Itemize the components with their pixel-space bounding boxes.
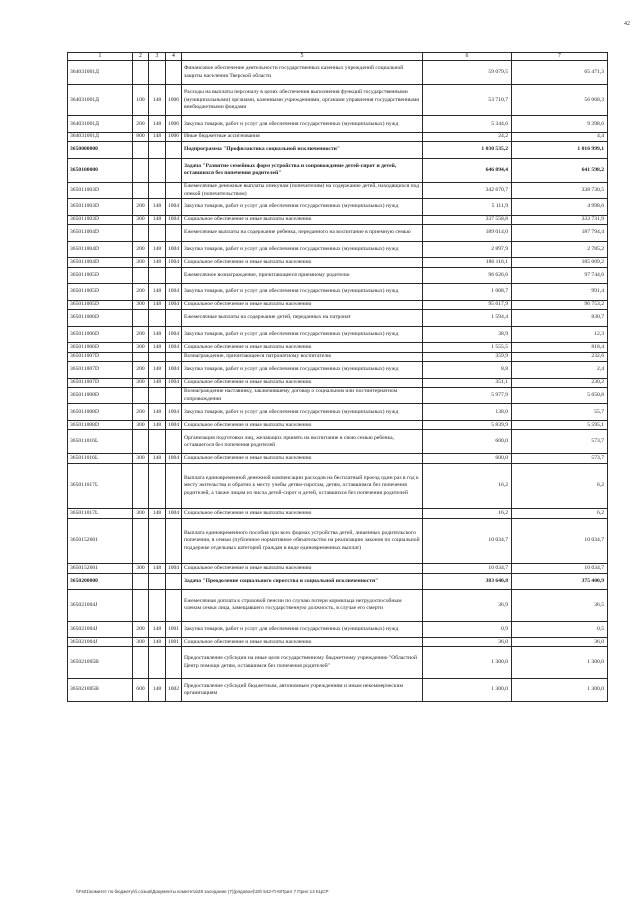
section-code-cell — [166, 158, 182, 182]
admin-code-cell: 148 — [149, 241, 166, 258]
section-code-cell — [166, 142, 182, 159]
amount-year1-cell: 342 670,7 — [423, 182, 512, 199]
code-cell: 365011017L — [68, 509, 133, 518]
expense-type-cell — [133, 352, 149, 361]
admin-code-cell: 148 — [149, 509, 166, 518]
expense-type-cell: 300 — [133, 638, 149, 647]
amount-year2-cell: 187 794,4 — [512, 225, 608, 242]
expense-type-cell: 300 — [133, 378, 149, 387]
section-code-cell: 1004 — [166, 258, 182, 267]
admin-code-cell: 148 — [149, 621, 166, 638]
section-code-cell: 1004 — [166, 564, 182, 573]
expense-type-cell — [133, 61, 149, 85]
description-cell: Социальное обеспечение и иные выплаты населению — [182, 300, 423, 309]
page-number: 42 — [624, 21, 630, 27]
section-code-cell: 1006 — [166, 132, 182, 141]
table-row — [68, 258, 608, 267]
code-cell: 3650200000 — [68, 573, 133, 590]
amount-year1-cell: 36,0 — [423, 638, 512, 647]
expense-type-cell: 300 — [133, 509, 149, 518]
amount-year2-cell: 1 300,0 — [512, 647, 608, 678]
admin-code-cell: 148 — [149, 404, 166, 421]
amount-year2-cell: 12,3 — [512, 326, 608, 343]
section-code-cell: 1001 — [166, 621, 182, 638]
expense-type-cell — [133, 573, 149, 590]
amount-year1-cell: 646 894,4 — [423, 158, 512, 182]
admin-code-cell — [149, 142, 166, 159]
amount-year2-cell: 6,2 — [512, 463, 608, 509]
admin-code-cell: 148 — [149, 343, 166, 352]
amount-year1-cell: 359,9 — [423, 352, 512, 361]
code-cell: 3650152601 — [68, 518, 133, 564]
expense-type-cell — [133, 463, 149, 509]
code-cell: 3650152601 — [68, 564, 133, 573]
section-code-cell — [166, 573, 182, 590]
section-code-cell: 1004 — [166, 404, 182, 421]
admin-code-cell — [149, 387, 166, 404]
table-row — [68, 590, 608, 621]
code-cell: 365011006D — [68, 326, 133, 343]
amount-year2-cell: 36,5 — [512, 590, 608, 621]
section-code-cell: 1004 — [166, 343, 182, 352]
description-cell: Ежемесячная доплата к страховой пенсии по случаю потери кормильца нетрудоспособным членам семьи лица, замещавшего государственную должность, в случае его смерти — [182, 590, 423, 621]
expense-type-cell: 100 — [133, 85, 149, 116]
expense-type-cell: 300 — [133, 300, 149, 309]
amount-year1-cell: 1 008,7 — [423, 284, 512, 301]
table-row — [68, 61, 608, 85]
amount-year2-cell: 6,2 — [512, 509, 608, 518]
table-row — [68, 638, 608, 647]
section-code-cell: 1006 — [166, 85, 182, 116]
section-code-cell: 1004 — [166, 421, 182, 430]
amount-year2-cell: 2 785,2 — [512, 241, 608, 258]
header-col-5: 5 — [182, 53, 423, 61]
table-row — [68, 326, 608, 343]
amount-year2-cell: 230,2 — [512, 378, 608, 387]
table-row — [68, 300, 608, 309]
description-cell: Задача "Развитие семейных форм устройства и сопровождение детей-сирот и детей, оставшихся без попечения родителей" — [182, 158, 423, 182]
code-cell: 3650000000 — [68, 142, 133, 159]
code-cell: 365011008D — [68, 421, 133, 430]
amount-year2-cell: 9 398,6 — [512, 116, 608, 133]
description-cell: Социальное обеспечение и иные выплаты населению — [182, 258, 423, 267]
code-cell: 365011003D — [68, 199, 133, 216]
admin-code-cell: 148 — [149, 85, 166, 116]
table-row — [68, 142, 608, 159]
amount-year2-cell: 375 400,9 — [512, 573, 608, 590]
amount-year2-cell: 641 598,2 — [512, 158, 608, 182]
description-cell: Социальное обеспечение и иные выплаты населению — [182, 378, 423, 387]
section-code-cell: 1004 — [166, 215, 182, 224]
code-cell: 365011003D — [68, 182, 133, 199]
section-code-cell — [166, 387, 182, 404]
description-cell: Ежемесячное вознаграждение, причитающееся приемному родителю — [182, 267, 423, 284]
admin-code-cell — [149, 225, 166, 242]
description-cell: Закупка товаров, работ и услуг для обеспечения государственных (муниципальных) нужд — [182, 199, 423, 216]
section-code-cell — [166, 352, 182, 361]
amount-year2-cell: 5 595,1 — [512, 421, 608, 430]
table-row — [68, 215, 608, 224]
admin-code-cell: 148 — [149, 421, 166, 430]
code-cell: 365011004D — [68, 241, 133, 258]
amount-year2-cell: 10 034,7 — [512, 518, 608, 564]
admin-code-cell — [149, 158, 166, 182]
admin-code-cell — [149, 463, 166, 509]
code-cell: 365011006D — [68, 310, 133, 327]
expense-type-cell — [133, 430, 149, 454]
admin-code-cell: 148 — [149, 300, 166, 309]
description-cell: Социальное обеспечение и иные выплаты населению — [182, 343, 423, 352]
admin-code-cell: 148 — [149, 454, 166, 463]
amount-year2-cell: 333 731,9 — [512, 215, 608, 224]
code-cell: 365011006D — [68, 343, 133, 352]
admin-code-cell: 148 — [149, 258, 166, 267]
admin-code-cell: 148 — [149, 132, 166, 141]
code-cell: 365011004D — [68, 258, 133, 267]
code-cell: 364031001Д — [68, 85, 133, 116]
section-code-cell — [166, 463, 182, 509]
expense-type-cell: 200 — [133, 361, 149, 378]
code-cell: 365021005B — [68, 678, 133, 702]
section-code-cell: 1001 — [166, 638, 182, 647]
amount-year1-cell: 96 626,6 — [423, 267, 512, 284]
amount-year1-cell: 351,1 — [423, 378, 512, 387]
table-row — [68, 621, 608, 638]
table-row — [68, 310, 608, 327]
amount-year2-cell: 4 998,6 — [512, 199, 608, 216]
amount-year2-cell: 991,4 — [512, 284, 608, 301]
amount-year2-cell: 36,0 — [512, 638, 608, 647]
amount-year1-cell: 24,2 — [423, 132, 512, 141]
table-row — [68, 678, 608, 702]
description-cell: Вознаграждение, причитающееся патронатному воспитателю — [182, 352, 423, 361]
description-cell: Расходы на выплаты персоналу в целях обеспечения выполнения функций государственными (муниципальными) органами, казенными учреждениями, органами управления государственными внебюджетными фондами — [182, 85, 423, 116]
section-code-cell — [166, 267, 182, 284]
section-code-cell — [166, 647, 182, 678]
code-cell: 365021005B — [68, 647, 133, 678]
description-cell: Финансовое обеспечение деятельности государственных казенных учреждений социальной защиты населения Тверской области — [182, 61, 423, 85]
amount-year1-cell: 5 344,6 — [423, 116, 512, 133]
description-cell: Закупка товаров, работ и услуг для обеспечения государственных (муниципальных) нужд — [182, 116, 423, 133]
amount-year1-cell: 36,9 — [423, 590, 512, 621]
description-cell: Социальное обеспечение и иные выплаты населению — [182, 421, 423, 430]
expense-type-cell — [133, 182, 149, 199]
amount-year1-cell: 59 079,5 — [423, 61, 512, 85]
table-row — [68, 430, 608, 454]
description-cell: Закупка товаров, работ и услуг для обеспечения государственных (муниципальных) нужд — [182, 326, 423, 343]
amount-year1-cell: 16,2 — [423, 463, 512, 509]
amount-year1-cell: 337 558,8 — [423, 215, 512, 224]
description-cell: Закупка товаров, работ и услуг для обеспечения государственных (муниципальных) нужд — [182, 284, 423, 301]
amount-year1-cell: 95 617,9 — [423, 300, 512, 309]
amount-year2-cell: 4,4 — [512, 132, 608, 141]
admin-code-cell — [149, 310, 166, 327]
admin-code-cell: 148 — [149, 378, 166, 387]
description-cell: Социальное обеспечение и иные выплаты населению — [182, 638, 423, 647]
section-code-cell: 1004 — [166, 378, 182, 387]
code-cell: 365011016L — [68, 430, 133, 454]
expense-type-cell — [133, 142, 149, 159]
code-cell: 365011007D — [68, 352, 133, 361]
header-col-1: 1 — [68, 53, 133, 61]
description-cell: Социальное обеспечение и иные выплаты населению — [182, 454, 423, 463]
amount-year2-cell: 232,6 — [512, 352, 608, 361]
header-col-2: 2 — [133, 53, 149, 61]
expense-type-cell: 800 — [133, 132, 149, 141]
description-cell: Социальное обеспечение и иные выплаты населению — [182, 564, 423, 573]
table-row — [68, 182, 608, 199]
amount-year1-cell: 53 710,7 — [423, 85, 512, 116]
admin-code-cell — [149, 267, 166, 284]
table-row — [68, 343, 608, 352]
code-cell: 3650100000 — [68, 158, 133, 182]
amount-year1-cell: 8,8 — [423, 361, 512, 378]
table-row — [68, 361, 608, 378]
code-cell: 365021004J — [68, 638, 133, 647]
description-cell: Подпрограмма "Профилактика социальной исключенности" — [182, 142, 423, 159]
code-cell: 365011016L — [68, 454, 133, 463]
expense-type-cell: 300 — [133, 343, 149, 352]
expense-type-cell: 300 — [133, 215, 149, 224]
amount-year2-cell: 573,7 — [512, 454, 608, 463]
admin-code-cell — [149, 590, 166, 621]
section-code-cell: 1006 — [166, 116, 182, 133]
description-cell: Предоставление субсидии на иные цели государственному бюджетному учреждению "Областной Центр помощи детям, оставшимся без попечения родителей" — [182, 647, 423, 678]
description-cell: Социальное обеспечение и иные выплаты населению — [182, 215, 423, 224]
description-cell: Закупка товаров, работ и услуг для обеспечения государственных (муниципальных) нужд — [182, 241, 423, 258]
amount-year2-cell: 96 753,2 — [512, 300, 608, 309]
admin-code-cell: 148 — [149, 284, 166, 301]
table-row — [68, 85, 608, 116]
description-cell: Закупка товаров, работ и услуг для обеспечения государственных (муниципальных) нужд — [182, 621, 423, 638]
description-cell: Организация подготовки лиц, желающих принять на воспитание в свою семью ребенка, оставшегося без попечения родителей — [182, 430, 423, 454]
expense-type-cell — [133, 590, 149, 621]
table-row — [68, 404, 608, 421]
code-cell: 365011005D — [68, 300, 133, 309]
expense-type-cell — [133, 387, 149, 404]
section-code-cell: 1004 — [166, 241, 182, 258]
admin-code-cell — [149, 573, 166, 590]
table-row — [68, 225, 608, 242]
expense-type-cell — [133, 310, 149, 327]
amount-year1-cell: 1 300,0 — [423, 647, 512, 678]
amount-year1-cell: 138,0 — [423, 404, 512, 421]
footer-file-path: \\Fs01\комитет по бюджету\б.созыв\Документы комитета\28 заседание (7)(рядовое)\28\ 542-П-6\Прил 7 Прил 14 КЦСР — [76, 889, 329, 894]
expense-type-cell — [133, 158, 149, 182]
section-code-cell: 1004 — [166, 284, 182, 301]
amount-year1-cell: 5 839,9 — [423, 421, 512, 430]
description-cell: Вознаграждение наставнику, заключившему договор о социальном или постинтернатном сопровождении — [182, 387, 423, 404]
expense-type-cell: 200 — [133, 326, 149, 343]
amount-year1-cell: 10 034,7 — [423, 564, 512, 573]
amount-year1-cell: 186 116,1 — [423, 258, 512, 267]
budget-table — [67, 52, 608, 702]
description-cell: Предоставление субсидий бюджетным, автономным учреждениям и иным некоммерческим организациям — [182, 678, 423, 702]
table-row — [68, 509, 608, 518]
section-code-cell — [166, 310, 182, 327]
amount-year2-cell: 2,4 — [512, 361, 608, 378]
table-row — [68, 199, 608, 216]
amount-year2-cell: 185 009,2 — [512, 258, 608, 267]
code-cell: 365011005D — [68, 267, 133, 284]
table-row — [68, 387, 608, 404]
admin-code-cell: 148 — [149, 361, 166, 378]
amount-year2-cell: 1 300,0 — [512, 678, 608, 702]
admin-code-cell — [149, 182, 166, 199]
table-row — [68, 352, 608, 361]
table-row — [68, 132, 608, 141]
admin-code-cell: 148 — [149, 215, 166, 224]
section-code-cell: 1004 — [166, 509, 182, 518]
amount-year1-cell: 1 594,4 — [423, 310, 512, 327]
code-cell: 365011007D — [68, 361, 133, 378]
section-code-cell: 1004 — [166, 361, 182, 378]
code-cell: 364031001Д — [68, 116, 133, 133]
code-cell: 365021004J — [68, 590, 133, 621]
expense-type-cell: 200 — [133, 116, 149, 133]
code-cell: 364031001Д — [68, 61, 133, 85]
table-row — [68, 518, 608, 564]
amount-year2-cell: 56 068,3 — [512, 85, 608, 116]
amount-year2-cell: 0,5 — [512, 621, 608, 638]
section-code-cell: 1002 — [166, 678, 182, 702]
expense-type-cell: 600 — [133, 678, 149, 702]
expense-type-cell: 200 — [133, 241, 149, 258]
table-row — [68, 421, 608, 430]
expense-type-cell: 200 — [133, 404, 149, 421]
amount-year2-cell: 55,7 — [512, 404, 608, 421]
expense-type-cell — [133, 518, 149, 564]
amount-year1-cell: 5 977,9 — [423, 387, 512, 404]
amount-year1-cell: 16,2 — [423, 509, 512, 518]
description-cell: Задача "Преодоление социального сиротства и социальной исключенности" — [182, 573, 423, 590]
admin-code-cell: 148 — [149, 638, 166, 647]
expense-type-cell — [133, 267, 149, 284]
header-col-3: 3 — [149, 53, 166, 61]
section-code-cell — [166, 182, 182, 199]
description-cell: Закупка товаров, работ и услуг для обеспечения государственных (муниципальных) нужд — [182, 361, 423, 378]
admin-code-cell — [149, 518, 166, 564]
amount-year2-cell: 10 034,7 — [512, 564, 608, 573]
description-cell: Ежемесячные денежные выплаты опекунам (попечителям) на содержание детей, находящихся под опекой (попечительством) — [182, 182, 423, 199]
amount-year1-cell: 10 034,7 — [423, 518, 512, 564]
description-cell: Иные бюджетные ассигнования — [182, 132, 423, 141]
amount-year1-cell: 600,0 — [423, 454, 512, 463]
expense-type-cell: 300 — [133, 564, 149, 573]
section-code-cell: 1004 — [166, 300, 182, 309]
admin-code-cell: 148 — [149, 116, 166, 133]
expense-type-cell: 200 — [133, 284, 149, 301]
section-code-cell — [166, 225, 182, 242]
description-cell: Социальное обеспечение и иные выплаты населению — [182, 509, 423, 518]
description-cell: Закупка товаров, работ и услуг для обеспечения государственных (муниципальных) нужд — [182, 404, 423, 421]
table-row — [68, 564, 608, 573]
section-code-cell — [166, 590, 182, 621]
expense-type-cell: 200 — [133, 199, 149, 216]
description-cell: Выплата единовременной денежной компенсации расходов на бесплатный проезд один раз в год к месту жительства и обратно к месту учебы детям-сиротам, детям, оставшимся без попечения родителей, а также лицам из числа детей-сирот и детей, оставшихся без попечения родителей — [182, 463, 423, 509]
code-cell: 365011017L — [68, 463, 133, 509]
table-header-row — [68, 53, 608, 61]
expense-type-cell: 300 — [133, 258, 149, 267]
section-code-cell — [166, 518, 182, 564]
amount-year1-cell: 1 555,5 — [423, 343, 512, 352]
amount-year2-cell: 65 471,3 — [512, 61, 608, 85]
admin-code-cell: 148 — [149, 678, 166, 702]
table-row — [68, 158, 608, 182]
amount-year1-cell: 600,0 — [423, 430, 512, 454]
table-row — [68, 116, 608, 133]
code-cell: 365011003D — [68, 215, 133, 224]
table-row — [68, 378, 608, 387]
section-code-cell — [166, 430, 182, 454]
admin-code-cell — [149, 647, 166, 678]
amount-year1-cell: 1 030 535,2 — [423, 142, 512, 159]
amount-year1-cell: 2 897,9 — [423, 241, 512, 258]
section-code-cell: 1004 — [166, 454, 182, 463]
table-row — [68, 647, 608, 678]
code-cell: 365011004D — [68, 225, 133, 242]
code-cell: 365021004J — [68, 621, 133, 638]
admin-code-cell — [149, 352, 166, 361]
admin-code-cell: 148 — [149, 326, 166, 343]
expense-type-cell: 300 — [133, 454, 149, 463]
description-cell: Ежемесячные выплаты на содержание детей, переданных на патронат — [182, 310, 423, 327]
amount-year1-cell: 1 300,0 — [423, 678, 512, 702]
code-cell: 365011007D — [68, 378, 133, 387]
admin-code-cell: 148 — [149, 564, 166, 573]
amount-year2-cell: 830,7 — [512, 310, 608, 327]
code-cell: 365011005D — [68, 284, 133, 301]
table-row — [68, 241, 608, 258]
amount-year1-cell: 5 111,9 — [423, 199, 512, 216]
amount-year1-cell: 0,9 — [423, 621, 512, 638]
header-col-6: 6 — [423, 53, 512, 61]
section-code-cell — [166, 61, 182, 85]
amount-year1-cell: 189 014,0 — [423, 225, 512, 242]
table-row — [68, 284, 608, 301]
amount-year2-cell: 97 744,6 — [512, 267, 608, 284]
table-row — [68, 454, 608, 463]
expense-type-cell: 300 — [133, 421, 149, 430]
description-cell: Ежемесячные выплаты на содержание ребенка, переданного на воспитание в приемную семью — [182, 225, 423, 242]
admin-code-cell — [149, 430, 166, 454]
code-cell: 365011008D — [68, 404, 133, 421]
amount-year2-cell: 818,4 — [512, 343, 608, 352]
section-code-cell: 1004 — [166, 199, 182, 216]
amount-year1-cell: 38,9 — [423, 326, 512, 343]
expense-type-cell: 200 — [133, 621, 149, 638]
section-code-cell: 1004 — [166, 326, 182, 343]
description-cell: Выплата единовременного пособия при всех формах устройства детей, лишенных родительского попечения, в семью (публичное нормативное обязательство на реализацию законов по социальной поддержке отдельных категорий граждан в виде единовременных выплат) — [182, 518, 423, 564]
amount-year2-cell: 1 016 999,1 — [512, 142, 608, 159]
admin-code-cell — [149, 61, 166, 85]
table-row — [68, 573, 608, 590]
code-cell: 364031001Д — [68, 132, 133, 141]
table-row — [68, 463, 608, 509]
amount-year2-cell: 5 650,8 — [512, 387, 608, 404]
code-cell: 365011008D — [68, 387, 133, 404]
expense-type-cell — [133, 647, 149, 678]
expense-type-cell — [133, 225, 149, 242]
header-col-4: 4 — [166, 53, 182, 61]
table-row — [68, 267, 608, 284]
header-col-7: 7 — [512, 53, 608, 61]
amount-year2-cell: 338 730,5 — [512, 182, 608, 199]
admin-code-cell: 148 — [149, 199, 166, 216]
amount-year1-cell: 383 640,8 — [423, 573, 512, 590]
amount-year2-cell: 573,7 — [512, 430, 608, 454]
